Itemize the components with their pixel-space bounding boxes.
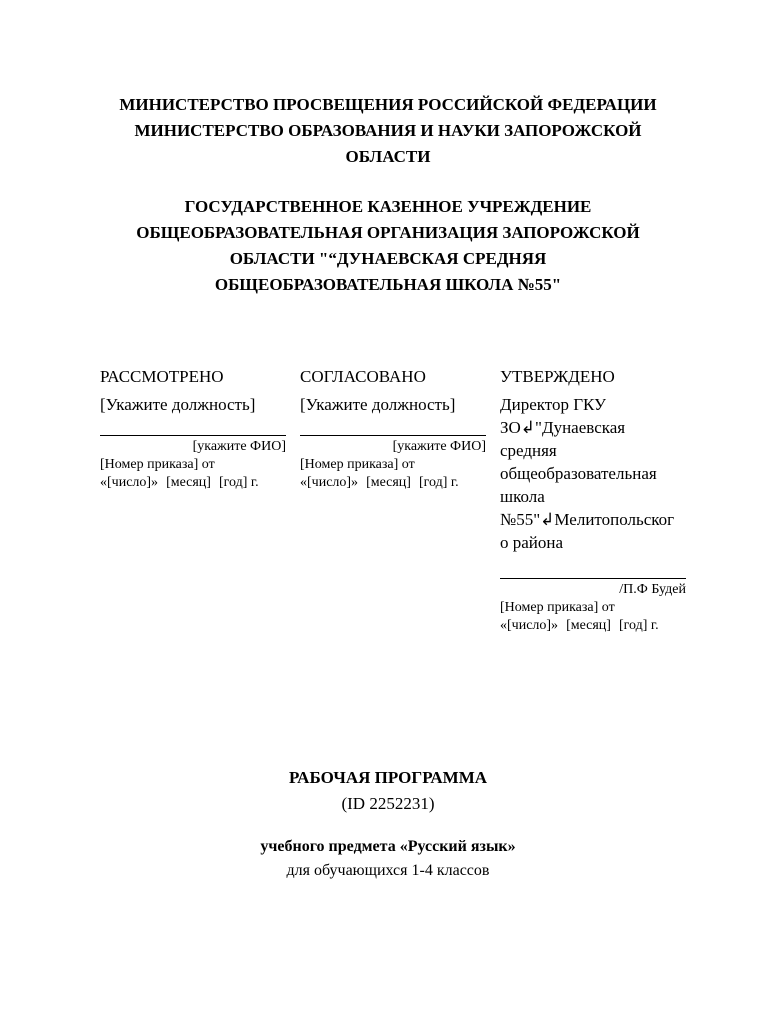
ministry-header xyxy=(60,92,716,170)
approved-fio: /П.Ф Будей xyxy=(619,582,686,597)
approved-director-text xyxy=(500,393,690,554)
approved-date xyxy=(500,617,690,635)
agreed-date-month: [месяц] xyxy=(366,475,411,490)
institution-line-2: ОБЩЕОБРАЗОВАТЕЛЬНАЯ ОРГАНИЗАЦИЯ ЗАПОРОЖСКОЙ xyxy=(136,223,640,242)
institution-header xyxy=(60,194,716,298)
approved-line-1: Директор ГКУ xyxy=(500,395,607,414)
agreed-date xyxy=(300,474,490,492)
considered-date-year: [год] г. xyxy=(218,475,259,490)
approved-order: [Номер приказа] от xyxy=(500,600,615,615)
considered-block xyxy=(100,365,290,492)
considered-signature-line xyxy=(100,417,286,436)
approved-signature-line xyxy=(500,560,686,579)
approved-line-5: школа xyxy=(500,487,545,506)
ministry-line-3: ОБЛАСТИ xyxy=(345,147,431,166)
agreed-date-year: [год] г. xyxy=(418,475,459,490)
agreed-position: [Укажите должность] xyxy=(300,395,456,414)
approved-date-month: [месяц] xyxy=(566,618,611,633)
approved-title: УТВЕРЖДЕНО xyxy=(500,367,615,386)
considered-date-month: [месяц] xyxy=(166,475,211,490)
agreed-signature-line xyxy=(300,417,486,436)
agreed-date-day: «[число]» xyxy=(300,475,359,490)
agreed-block xyxy=(300,365,490,492)
considered-date-day: «[число]» xyxy=(100,475,159,490)
approved-block xyxy=(500,365,690,635)
program-audience: для обучающихся 1-4 классов xyxy=(286,862,490,879)
agreed-order: [Номер приказа] от xyxy=(300,457,415,472)
ministry-line-2: МИНИСТЕРСТВО ОБРАЗОВАНИЯ И НАУКИ ЗАПОРОЖСКОЙ xyxy=(134,121,642,140)
considered-title: РАССМОТРЕНО xyxy=(100,367,224,386)
considered-fio: [укажите ФИО] xyxy=(192,439,286,454)
approved-line-3: средняя xyxy=(500,441,557,460)
program-title: РАБОЧАЯ ПРОГРАММА xyxy=(288,768,488,787)
approved-date-year: [год] г. xyxy=(618,618,659,633)
program-id: (ID 2252231) xyxy=(341,794,435,813)
institution-line-1: ГОСУДАРСТВЕННОЕ КАЗЕННОЕ УЧРЕЖДЕНИЕ xyxy=(184,197,592,216)
agreed-title: СОГЛАСОВАНО xyxy=(300,367,426,386)
approved-date-day: «[число]» xyxy=(500,618,559,633)
considered-date xyxy=(100,474,290,492)
program-subject: учебного предмета «Русский язык» xyxy=(260,838,516,855)
considered-position: [Укажите должность] xyxy=(100,395,256,414)
considered-order: [Номер приказа] от xyxy=(100,457,215,472)
approved-line-4: общеобразовательная xyxy=(500,464,657,483)
institution-line-4: ОБЩЕОБРАЗОВАТЕЛЬНАЯ ШКОЛА №55" xyxy=(214,275,562,294)
approved-line-2: ЗО↲"Дунаевская xyxy=(500,418,626,437)
approved-line-6: №55"↲Мелитопольског xyxy=(500,510,675,529)
agreed-fio: [укажите ФИО] xyxy=(392,439,486,454)
institution-line-3: ОБЛАСТИ "“ДУНАЕВСКАЯ СРЕДНЯЯ xyxy=(229,249,547,268)
ministry-line-1: МИНИСТЕРСТВО ПРОСВЕЩЕНИЯ РОССИЙСКОЙ ФЕДЕРАЦИИ xyxy=(119,95,657,114)
approved-line-7: о района xyxy=(500,533,564,552)
